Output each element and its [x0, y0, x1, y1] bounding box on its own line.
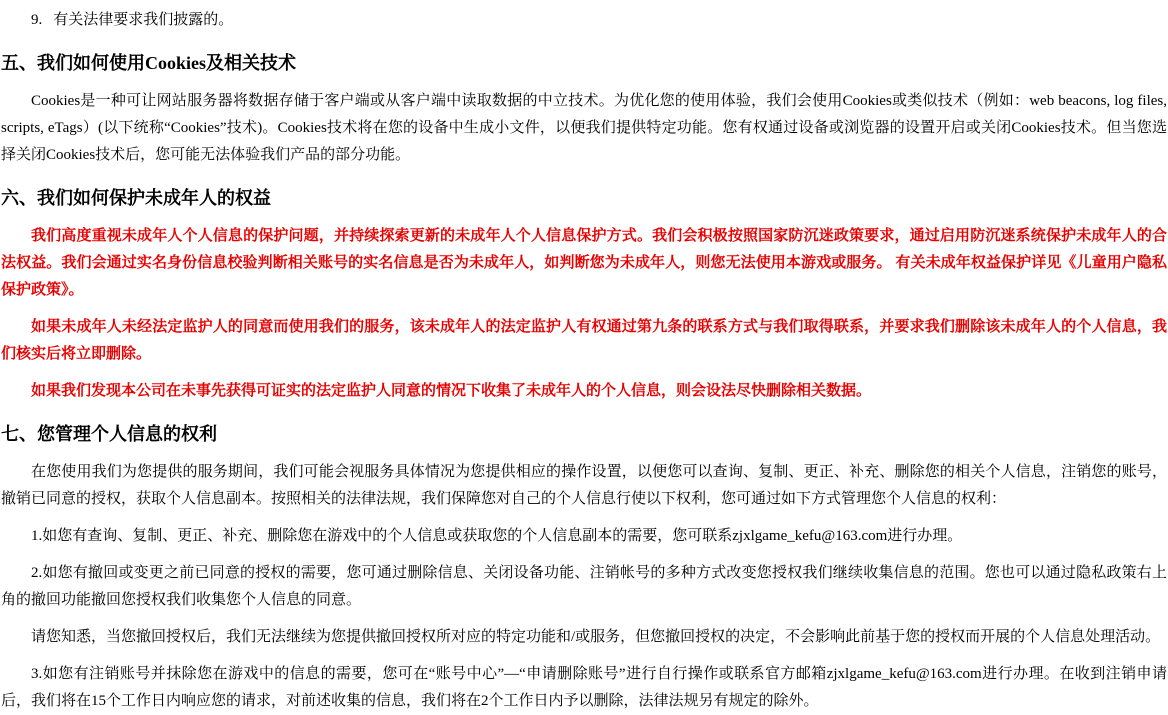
rights-withdraw-notice-paragraph: 请您知悉，当您撤回授权后，我们无法继续为您提供撤回授权所对应的特定功能和/或服务，但您撤回授权的决定，不会影响此前基于您的授权而开展的个人信息处理活动。: [31, 629, 1161, 645]
section-cookies-heading: 五、我们如何使用Cookies及相关技术: [1, 53, 297, 73]
rights-item-2-paragraph: 2.如您有撤回或变更之前已同意的授权的需要，您可通过删除信息、关闭设备功能、注销帐号的多种方式改变您授权我们继续收集信息的范围。您也可以通过隐私政策右上角的撤回功能撤回您授权我们收集您个人信息的同意。: [1, 565, 1167, 608]
section-rights-heading: 七、您管理个人信息的权利: [1, 424, 217, 444]
section-minors-heading: 六、我们如何保护未成年人的权益: [1, 188, 271, 208]
cookies-paragraph: Cookies是一种可让网站服务器将数据存储于客户端或从客户端中读取数据的中立技术。为优化您的使用体验，我们会使用Cookies或类似技术（例如：web beacons, log files, scripts, eTags）(以下统称“Cookies”技术)。Cookies技术将在您的设备中生成小文件，以便我们提供特定功能。您有权通过设备或浏览器的设置开启或关闭Cookies技术。但当您选择关闭Cookies技术后，您可能无法体验我们产品的部分功能。: [1, 93, 1167, 163]
rights-item-3-paragraph: 3.如您有注销账号并抹除您在游戏中的信息的需要，您可在“账号中心”—“申请删除账号”进行自行操作或联系官方邮箱zjxlgame_kefu@163.com进行办理。在收到注销申请后，我们将在15个工作日内响应您的请求，对前述收集的信息，我们将在2个工作日内予以删除，法律法规另有规定的除外。: [1, 666, 1167, 709]
minors-paragraph-1: 我们高度重视未成年人个人信息的保护问题，并持续探索更新的未成年人个人信息保护方式。我们会积极按照国家防沉迷政策要求，通过启用防沉迷系统保护未成年人的合法权益。我们会通过实名身份信息校验判断相关账号的实名信息是否为未成年人，如判断您为未成年人，则您无法使用本游戏或服务。 有关未成年权益保护详见《儿童用户隐私保护政策》。: [1, 228, 1167, 298]
minors-paragraph-3: 如果我们发现本公司在未事先获得可证实的法定监护人同意的情况下收集了未成年人的个人信息，则会设法尽快删除相关数据。: [31, 383, 872, 399]
rights-item-1-paragraph: 1.如您有查询、复制、更正、补充、删除您在游戏中的个人信息或获取您的个人信息副本的需要，您可联系zjxlgame_kefu@163.com进行办理。: [31, 528, 963, 544]
rights-intro-paragraph: 在您使用我们为您提供的服务期间，我们可能会视服务具体情况为您提供相应的操作设置，以便您可以查询、复制、更正、补充、删除您的相关个人信息，注销您的账号，撤销已同意的授权，获取个人信息副本。按照相关的法律法规，我们保障您对自己的个人信息行使以下权利，您可通过如下方式管理您个人信息的权利：: [1, 464, 1167, 507]
numbered-list-item-9: [1, 7, 1167, 34]
list-item-text: 有关法律要求我们披露的。: [53, 12, 234, 28]
list-item-number: 9.: [31, 12, 43, 28]
minors-paragraph-2: 如果未成年人未经法定监护人的同意而使用我们的服务，该未成年人的法定监护人有权通过第九条的联系方式与我们取得联系，并要求我们删除该未成年人的个人信息，我们核实后将立即删除。: [1, 319, 1167, 362]
